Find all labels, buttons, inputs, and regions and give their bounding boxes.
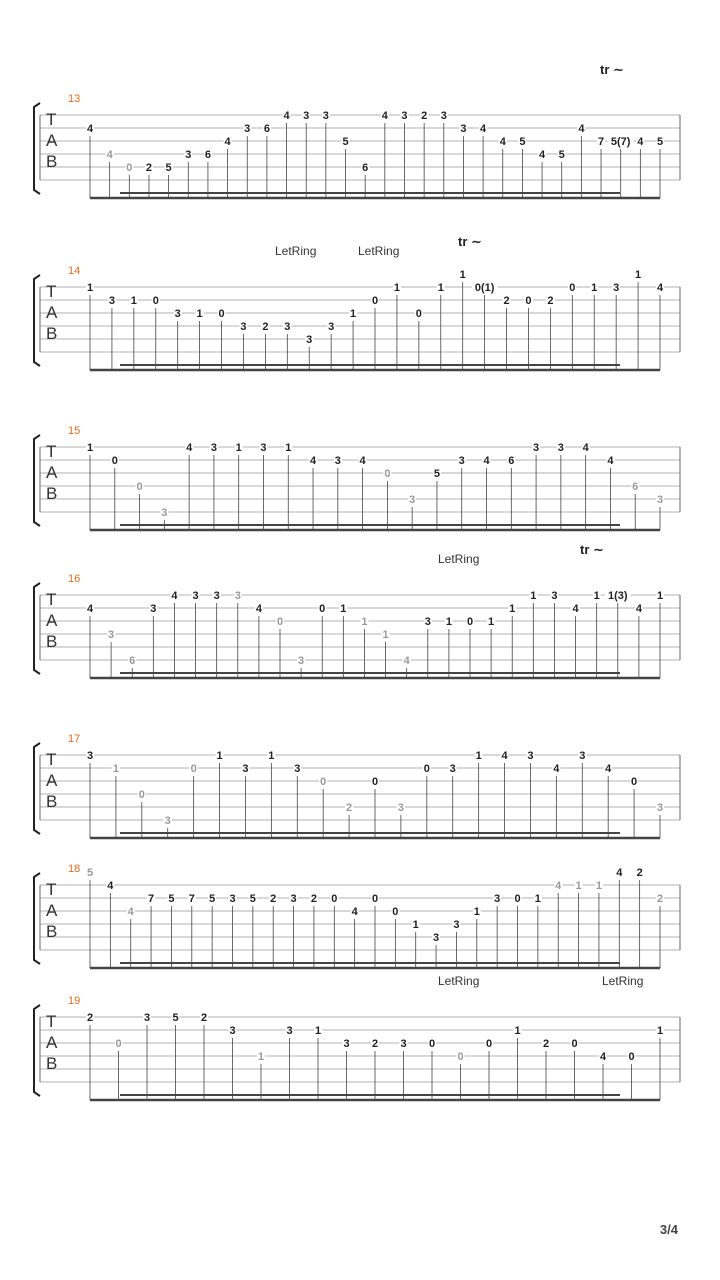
fret-number: 3 [449,763,456,775]
fret-number: 2 [200,1012,208,1024]
fret-number: 5 [656,136,664,148]
fret-number: 4 [106,149,113,161]
tab-staff [0,962,720,1102]
system-bracket [34,873,40,964]
fret-number: 3 [551,590,558,602]
fret-number: 3 [294,763,301,775]
fret-number: 0 [423,763,430,775]
fret-number: 5 [209,893,216,905]
measure-number: 17 [68,733,81,745]
fret-number: 3 [185,149,192,161]
tab-staff [0,232,720,372]
fret-number: 1 [473,906,480,918]
fret-number: 4 [255,603,262,615]
tab-clef-letter: B [46,484,58,503]
tab-clef-letter: A [46,771,58,790]
fret-number: 0 [457,1051,464,1063]
fret-number: 3 [557,442,564,454]
fret-number: 0 [371,893,379,905]
let-ring-label: LetRing [275,244,317,258]
fret-number: 0 [571,1038,578,1050]
fret-number: 1 [235,442,242,454]
fret-number: 5 [519,136,526,148]
fret-number: 0 [276,616,284,628]
tab-clef-letter: B [46,1054,58,1073]
fret-number: 3 [161,507,168,519]
system-bracket [34,583,40,674]
fret-number: 1 [534,893,541,905]
tab-clef-letter: A [46,463,58,482]
tab-clef-letter: A [46,1033,58,1052]
fret-number: 3 [306,334,313,346]
fret-number: 1 [350,308,357,320]
fret-number: 3 [108,295,115,307]
let-ring-label: LetRing [438,974,480,988]
fret-number: 7 [597,136,605,148]
fret-number: 1 [530,590,537,602]
trill-mark: tr ∼ [600,62,624,77]
fret-number: 1 [393,282,400,294]
fret-number: 3 [400,1038,407,1050]
fret-number: 2 [547,295,554,307]
let-ring-label: LetRing [602,974,644,988]
fret-number: 2 [346,802,353,814]
fret-number: 1 [475,750,482,762]
fret-number: 0 [392,906,399,918]
fret-number: 2 [262,321,269,333]
fret-number: 3 [656,494,664,506]
fret-number: 3 [424,616,431,628]
fret-number: 5 [165,162,172,174]
fret-number: 0 [331,893,338,905]
fret-number: 3 [613,282,620,294]
fret-number: 4 [224,136,231,148]
fret-number: 1 [285,442,292,454]
fret-number: 0 [631,776,638,788]
fret-number: 0 [126,162,133,174]
fret-number: 0 [115,1038,122,1050]
fret-number: 0 [525,295,532,307]
fret-number: 4 [127,906,134,918]
tab-staff [0,60,720,200]
fret-number: 4 [86,123,94,135]
measure-number: 18 [68,863,81,875]
fret-number: 0 [428,1038,436,1050]
fret-number: 0(1) [474,282,495,294]
fret-number: 4 [86,603,94,615]
fret-number: 4 [656,282,664,294]
fret-number: 1 [130,295,137,307]
tab-clef-letter: T [46,590,57,609]
fret-number: 3 [494,893,501,905]
fret-number: 1 [509,603,516,615]
fret-number: 4 [637,136,644,148]
system-bracket [34,103,40,194]
fret-number: 3 [290,893,297,905]
fret-number: 3 [303,110,310,122]
fret-number: 0 [628,1051,635,1063]
fret-number: 0 [569,282,576,294]
tab-clef-letter: B [46,324,58,343]
tab-clef-letter: B [46,152,58,171]
fret-number: 3 [150,603,157,615]
fret-number: 4 [107,880,114,892]
fret-number: 2 [656,893,664,905]
tab-clef-letter: A [46,611,58,630]
tab-clef-letter: A [46,303,58,322]
trill-mark: tr ∼ [580,542,604,557]
fret-number: 1 [437,282,444,294]
measure-number: 19 [68,995,81,1007]
fret-number: 3 [108,629,115,641]
let-ring-label: LetRing [358,244,400,258]
fret-number: 2 [145,162,153,174]
fret-number: 3 [322,110,329,122]
fret-number: 3 [164,815,171,827]
tab-staff [0,830,720,970]
fret-number: 4 [582,442,589,454]
fret-number: 3 [343,1038,350,1050]
fret-number: 4 [499,136,506,148]
fret-number: 4 [351,906,358,918]
tab-clef-letter: T [46,750,57,769]
fret-number: 4 [578,123,585,135]
fret-number: 3 [213,590,220,602]
fret-number: 3 [334,455,341,467]
fret-number: 1 [340,603,347,615]
fret-number: 3 [86,750,94,762]
tab-clef-letter: T [46,880,57,899]
fret-number: 1(3) [607,590,628,602]
let-ring-label: LetRing [438,552,480,566]
fret-number: 0 [218,308,225,320]
fret-number: 7 [148,893,155,905]
fret-number: 4 [283,110,290,122]
fret-number: 0 [111,455,118,467]
fret-number: 2 [636,867,643,879]
fret-number: 3 [174,308,181,320]
fret-number: 3 [260,442,267,454]
fret-number: 1 [488,616,495,628]
fret-number: 3 [409,494,416,506]
fret-number: 5 [342,136,349,148]
fret-number: 3 [192,590,199,602]
measure-number: 16 [68,573,81,585]
fret-number: 1 [216,750,223,762]
fret-number: 4 [635,603,642,615]
fret-number: 4 [403,655,410,667]
fret-number: 0 [319,603,326,615]
fret-number: 1 [591,282,598,294]
fret-number: 4 [553,763,560,775]
fret-number: 1 [86,282,94,294]
fret-number: 3 [440,110,447,122]
fret-number: 4 [599,1051,607,1063]
fret-number: 3 [229,893,236,905]
fret-number: 6 [204,149,211,161]
fret-number: 0 [371,776,379,788]
fret-number: 5 [172,1012,179,1024]
fret-number: 3 [286,1025,293,1037]
fret-number: 1 [595,880,602,892]
fret-number: 0 [138,789,145,801]
fret-number: 1 [514,1025,521,1037]
measure-number: 15 [68,425,81,437]
system-bracket [34,743,40,834]
fret-number: 6 [362,162,369,174]
fret-number: 5 [86,867,94,879]
fret-number: 4 [572,603,579,615]
fret-number: 1 [656,590,664,602]
fret-number: 2 [86,1012,94,1024]
tab-staff [0,392,720,532]
fret-number: 3 [579,750,586,762]
fret-number: 1 [575,880,582,892]
tab-staff [0,540,720,680]
tab-clef-letter: T [46,1012,57,1031]
fret-number: 3 [397,802,404,814]
fret-number: 4 [359,455,366,467]
fret-number: 5 [433,468,441,480]
system-bracket [34,1005,40,1096]
fret-number: 0 [485,1038,493,1050]
fret-number: 4 [381,110,388,122]
fret-number: 1 [257,1051,265,1063]
fret-number: 1 [382,629,389,641]
fret-number: 4 [171,590,178,602]
fret-number: 3 [240,321,247,333]
fret-number: 1 [268,750,275,762]
fret-number: 3 [210,442,217,454]
fret-number: 3 [328,321,335,333]
fret-number: 2 [503,295,510,307]
tab-clef-letter: B [46,922,58,941]
fret-number: 3 [284,321,291,333]
fret-number: 4 [186,442,193,454]
fret-number: 3 [460,123,467,135]
fret-number: 4 [501,750,508,762]
fret-number: 6 [129,655,136,667]
tab-clef-letter: B [46,792,58,811]
fret-number: 5 [168,893,175,905]
fret-number: 4 [480,123,487,135]
fret-number: 2 [310,893,317,905]
tab-clef-letter: B [46,632,58,651]
fret-number: 2 [542,1038,550,1050]
fret-number: 3 [401,110,408,122]
fret-number: 6 [263,123,270,135]
fret-number: 3 [453,919,460,931]
fret-number: 2 [270,893,277,905]
fret-number: 4 [555,880,562,892]
fret-number: 1 [86,442,94,454]
fret-number: 6 [632,481,639,493]
fret-number: 2 [421,110,428,122]
fret-number: 0 [514,893,521,905]
system-bracket [34,275,40,366]
tab-clef-letter: T [46,282,57,301]
fret-number: 3 [143,1012,151,1024]
fret-number: 4 [607,455,614,467]
fret-number: 3 [458,455,465,467]
fret-number: 1 [635,269,642,281]
fret-number: 0 [466,616,474,628]
fret-number: 3 [527,750,534,762]
fret-number: 7 [188,893,195,905]
fret-number: 3 [533,442,540,454]
fret-number: 1 [112,763,119,775]
page-number: 3/4 [659,1222,678,1237]
fret-number: 0 [415,308,422,320]
fret-number: 1 [656,1025,664,1037]
fret-number: 6 [508,455,515,467]
fret-number: 4 [483,455,490,467]
fret-number: 5 [558,149,565,161]
tab-clef-letter: A [46,131,58,150]
tab-clef-letter: T [46,110,57,129]
fret-number: 0 [136,481,143,493]
fret-number: 0 [320,776,327,788]
trill-mark: tr ∼ [458,234,482,249]
fret-number: 1 [593,590,600,602]
system-bracket [34,435,40,526]
fret-number: 1 [361,616,368,628]
fret-number: 3 [244,123,251,135]
fret-number: 0 [384,468,391,480]
fret-number: 5(7) [610,136,631,148]
fret-number: 3 [433,932,440,944]
fret-number: 0 [190,763,197,775]
tab-clef-letter: T [46,442,57,461]
fret-number: 2 [371,1038,379,1050]
fret-number: 0 [371,295,379,307]
fret-number: 4 [605,763,612,775]
measure-number: 14 [68,265,81,277]
tab-clef-letter: A [46,901,58,920]
fret-number: 1 [459,269,466,281]
measure-number: 13 [68,93,81,105]
fret-number: 3 [656,802,664,814]
fret-number: 1 [412,919,419,931]
fret-number: 3 [298,655,305,667]
fret-number: 1 [445,616,452,628]
fret-number: 3 [234,590,241,602]
tab-staff [0,700,720,840]
fret-number: 3 [242,763,249,775]
fret-number: 0 [152,295,159,307]
fret-number: 4 [616,867,623,879]
fret-number: 4 [539,149,546,161]
fret-number: 4 [309,455,317,467]
fret-number: 1 [314,1025,322,1037]
fret-number: 1 [196,308,203,320]
fret-number: 3 [229,1025,236,1037]
fret-number: 5 [249,893,256,905]
